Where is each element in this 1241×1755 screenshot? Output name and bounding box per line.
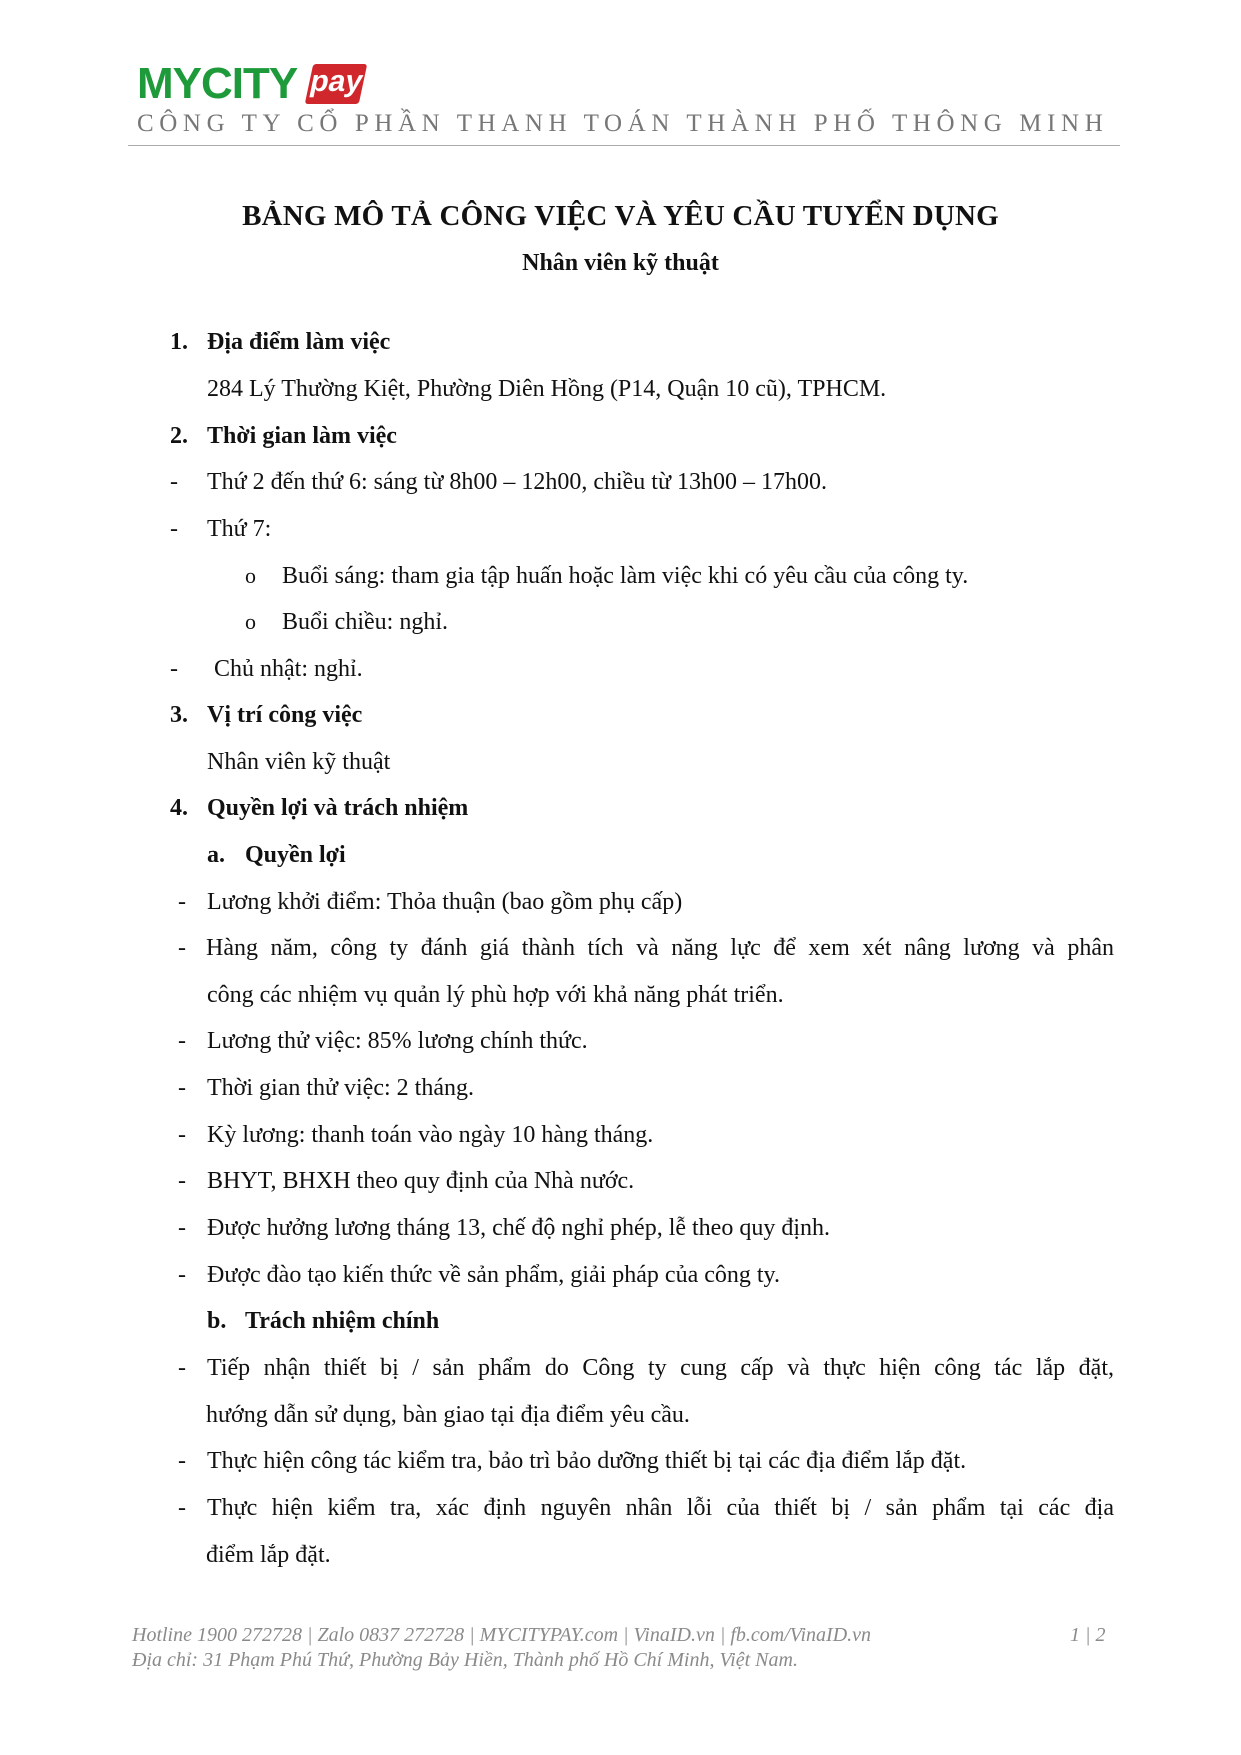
saturday-afternoon: Buổi chiều: nghỉ. — [282, 609, 448, 635]
subsection-heading-duties: Trách nhiệm chính — [245, 1308, 440, 1334]
position-text: Nhân viên kỹ thuật — [207, 749, 391, 775]
document-title: BẢNG MÔ TẢ CÔNG VIỆC VÀ YÊU CẦU TUYỂN DỤNG — [242, 200, 999, 232]
benefit-item: Lương thử việc: 85% lương chính thức. — [207, 1028, 588, 1054]
circle-bullet: o — [245, 609, 256, 634]
document-subtitle: Nhân viên kỹ thuật — [522, 250, 719, 276]
benefit-item: BHYT, BHXH theo quy định của Nhà nước. — [207, 1168, 635, 1194]
duty-item-continued: hướng dẫn sử dụng, bàn giao tại địa điểm yêu cầu. — [206, 1402, 690, 1428]
dash-bullet: - — [178, 1215, 186, 1241]
section-heading-location: Địa điểm làm việc — [207, 329, 391, 355]
dash-bullet: - — [178, 1168, 186, 1194]
saturday-morning: Buổi sáng: tham gia tập huấn hoặc làm việc khi có yêu cầu của công ty. — [282, 563, 969, 589]
footer-address: Địa chỉ: 31 Phạm Phú Thứ, Phường Bảy Hiền, Thành phố Hồ Chí Minh, Việt Nam. — [132, 1649, 798, 1671]
dash-bullet: - — [178, 1075, 186, 1101]
dash-bullet: - — [178, 1122, 186, 1148]
dash-bullet: - — [170, 469, 178, 495]
section-heading-benefits-duties: Quyền lợi và trách nhiệm — [207, 795, 469, 821]
logo-brand-text: MYCITY — [137, 59, 298, 108]
company-name: CÔNG TY CỔ PHẦN THANH TOÁN THÀNH PHỐ THÔNG MINH — [137, 110, 1109, 137]
duty-item-continued: điểm lắp đặt. — [206, 1542, 331, 1568]
subsection-label: a. — [207, 842, 225, 868]
section-number: 4. — [170, 795, 188, 821]
section-heading-hours: Thời gian làm việc — [207, 423, 397, 449]
dash-bullet: - — [178, 935, 186, 961]
section-number: 3. — [170, 702, 188, 728]
section-number: 1. — [170, 329, 188, 355]
header-divider — [128, 145, 1120, 146]
benefit-item: Lương khởi điểm: Thỏa thuận (bao gồm phụ cấp) — [207, 889, 683, 915]
duty-item: Tiếp nhận thiết bị / sản phẩm do Công ty cung cấp và thực hiện công tác lắp đặt, — [207, 1355, 1114, 1381]
section-number: 2. — [170, 423, 188, 449]
circle-bullet: o — [245, 563, 256, 588]
dash-bullet: - — [178, 1495, 186, 1521]
hours-weekdays: Thứ 2 đến thứ 6: sáng từ 8h00 – 12h00, chiều từ 13h00 – 17h00. — [207, 469, 827, 495]
page-number: 1 | 2 — [1070, 1624, 1106, 1646]
location-text: 284 Lý Thường Kiệt, Phường Diên Hồng (P14, Quận 10 cũ), TPHCM. — [207, 376, 887, 402]
dash-bullet: - — [178, 1448, 186, 1474]
benefit-item: Được hưởng lương tháng 13, chế độ nghỉ phép, lễ theo quy định. — [207, 1215, 831, 1241]
company-logo — [137, 60, 397, 108]
hours-saturday: Thứ 7: — [207, 516, 272, 542]
dash-bullet: - — [178, 1262, 186, 1288]
duty-item: Thực hiện công tác kiểm tra, bảo trì bảo dưỡng thiết bị tại các địa điểm lắp đặt. — [207, 1448, 967, 1474]
benefit-item: Thời gian thử việc: 2 tháng. — [207, 1075, 474, 1101]
benefit-item: Kỳ lương: thanh toán vào ngày 10 hàng tháng. — [207, 1122, 654, 1148]
benefit-item: Hàng năm, công ty đánh giá thành tích và năng lực để xem xét nâng lương và phân — [206, 935, 1114, 961]
dash-bullet: - — [178, 1028, 186, 1054]
dash-bullet: - — [178, 889, 186, 915]
footer-contact: Hotline 1900 272728 | Zalo 0837 272728 | MYCITYPAY.com | VinaID.vn | fb.com/VinaID.vn — [132, 1624, 872, 1646]
benefit-item-continued: công các nhiệm vụ quản lý phù hợp với khả năng phát triển. — [207, 982, 784, 1008]
dash-bullet: - — [178, 1355, 186, 1381]
dash-bullet: - — [170, 656, 178, 682]
logo-pay-badge: pay — [305, 64, 368, 104]
dash-bullet: - — [170, 516, 178, 542]
subsection-heading-benefits: Quyền lợi — [245, 842, 346, 868]
subsection-label: b. — [207, 1308, 227, 1334]
benefit-item: Được đào tạo kiến thức về sản phẩm, giải pháp của công ty. — [207, 1262, 780, 1288]
duty-item: Thực hiện kiểm tra, xác định nguyên nhân lỗi của thiết bị / sản phẩm tại các địa — [207, 1495, 1114, 1521]
section-heading-position: Vị trí công việc — [207, 702, 363, 728]
hours-sunday: Chủ nhật: nghỉ. — [214, 656, 363, 682]
